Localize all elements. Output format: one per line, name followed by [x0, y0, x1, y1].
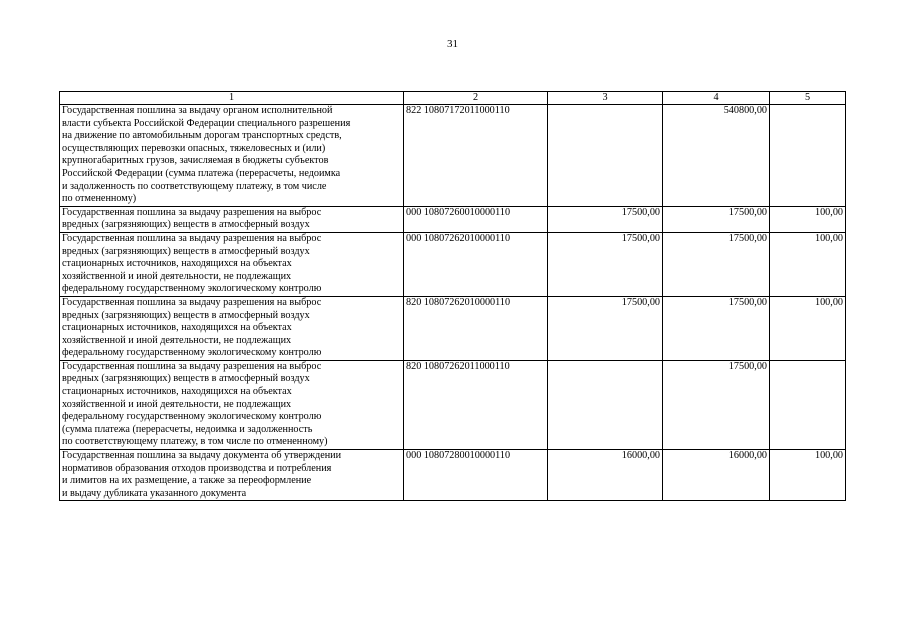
planned-amount-cell: 17500,00: [548, 232, 663, 296]
actual-amount-cell: 17500,00: [663, 232, 770, 296]
percent-cell: 100,00: [770, 206, 846, 232]
table-row: [60, 206, 846, 232]
table-row: [60, 296, 846, 360]
actual-amount-cell: 16000,00: [663, 450, 770, 501]
percent-cell: 100,00: [770, 450, 846, 501]
column-header: 3: [548, 92, 663, 105]
planned-amount-cell: 16000,00: [548, 450, 663, 501]
table-row: [60, 450, 846, 501]
column-header: 1: [60, 92, 404, 105]
table-row: [60, 360, 846, 449]
budget-code-cell: 000 10807262010000110: [404, 232, 548, 296]
budget-code-cell: 822 10807172011000110: [404, 105, 548, 207]
table-header-row: [60, 92, 846, 105]
column-header: 4: [663, 92, 770, 105]
revenue-table: [59, 91, 846, 501]
table-row: [60, 232, 846, 296]
revenue-name-cell: Государственная пошлина за выдачу органом исполнительной власти субъекта Российской Федерации специального разрешения на движение по автомобильным дорогам транспортных средств, осуществляющих перевозки опасных, тяжеловесных и (или) крупногабаритных грузов, зачисляемая в бюджеты субъектов Российской Федерации (сумма платежа (перерасчеты, недоимка и задолженность по соответствующему платежу, в том числе по отмененному): [60, 105, 404, 207]
percent-cell: 100,00: [770, 296, 846, 360]
planned-amount-cell: 17500,00: [548, 296, 663, 360]
planned-amount-cell: 17500,00: [548, 206, 663, 232]
actual-amount-cell: 17500,00: [663, 206, 770, 232]
actual-amount-cell: 17500,00: [663, 360, 770, 449]
budget-code-cell: 820 10807262011000110: [404, 360, 548, 449]
revenue-name-cell: Государственная пошлина за выдачу разрешения на выброс вредных (загрязняющих) веществ в атмосферный воздух стационарных источников, находящихся на объектах хозяйственной и иной деятельности, не подлежащих федеральному государственному экологическому контролю (сумма платежа (перерасчеты, недоимка и задолженность по соответствующему платежу, в том числе по отмененному): [60, 360, 404, 449]
planned-amount-cell: [548, 105, 663, 207]
actual-amount-cell: 540800,00: [663, 105, 770, 207]
revenue-name-cell: Государственная пошлина за выдачу разрешения на выброс вредных (загрязняющих) веществ в атмосферный воздух: [60, 206, 404, 232]
planned-amount-cell: [548, 360, 663, 449]
actual-amount-cell: 17500,00: [663, 296, 770, 360]
table-row: [60, 105, 846, 207]
budget-code-cell: 820 10807262010000110: [404, 296, 548, 360]
percent-cell: 100,00: [770, 232, 846, 296]
percent-cell: [770, 360, 846, 449]
column-header: 2: [404, 92, 548, 105]
budget-code-cell: 000 10807280010000110: [404, 450, 548, 501]
revenue-name-cell: Государственная пошлина за выдачу разрешения на выброс вредных (загрязняющих) веществ в атмосферный воздух стационарных источников, находящихся на объектах хозяйственной и иной деятельности, не подлежащих федеральному государственному экологическому контролю: [60, 296, 404, 360]
revenue-name-cell: Государственная пошлина за выдачу разрешения на выброс вредных (загрязняющих) веществ в атмосферный воздух стационарных источников, находящихся на объектах хозяйственной и иной деятельности, не подлежащих федеральному государственному экологическому контролю: [60, 232, 404, 296]
budget-code-cell: 000 10807260010000110: [404, 206, 548, 232]
percent-cell: [770, 105, 846, 207]
column-header: 5: [770, 92, 846, 105]
page-number: 31: [447, 38, 458, 50]
revenue-name-cell: Государственная пошлина за выдачу документа об утверждении нормативов образования отходов производства и потребления и лимитов на их размещение, а также за переоформление и выдачу дубликата указанного документа: [60, 450, 404, 501]
